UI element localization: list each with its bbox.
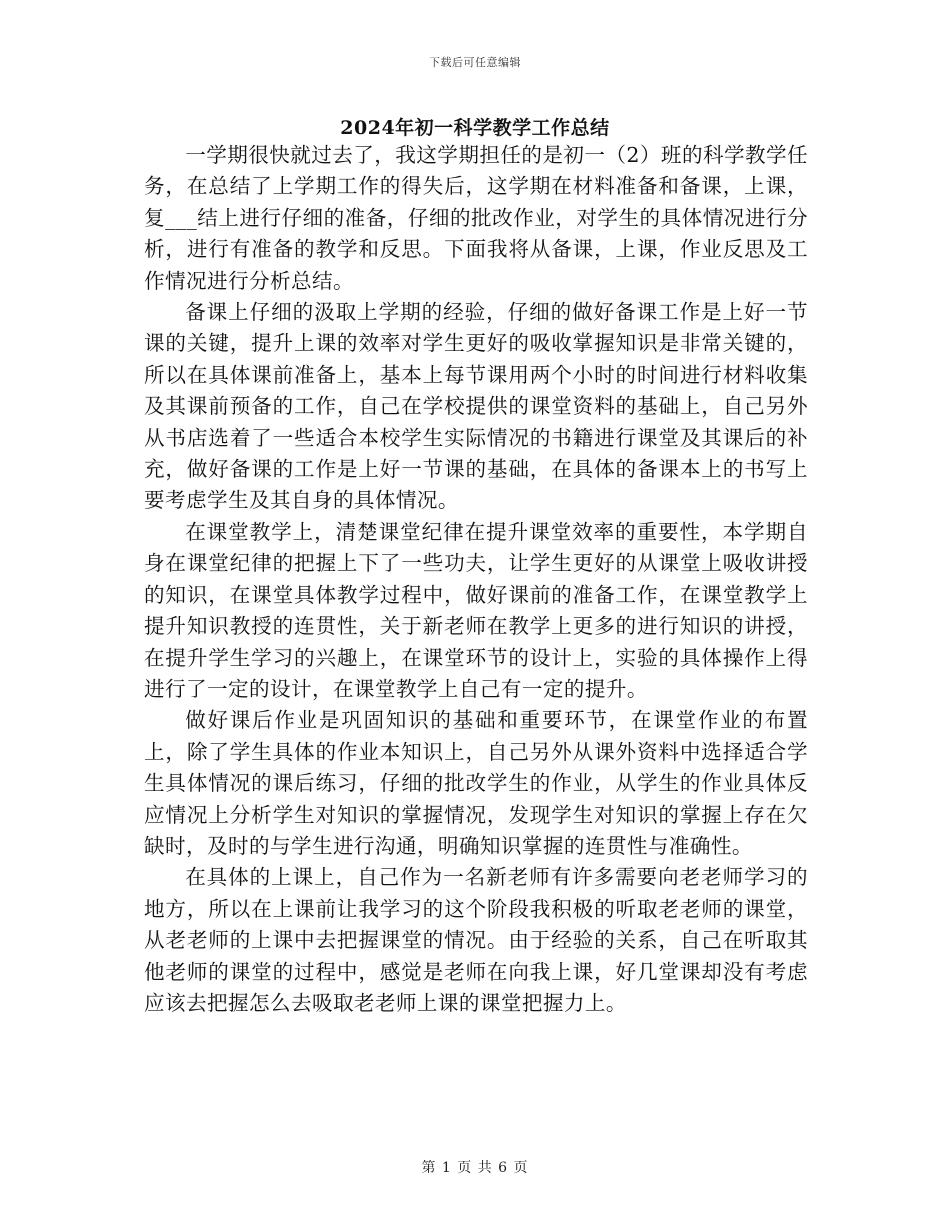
paragraph-2: 备课上仔细的汲取上学期的经验，仔细的做好备课工作是上好一节课的关键，提升上课的效率对学生更好的吸收掌握知识是非常关键的，所以在具体课前准备上，基本上每节课用两个小时的时间进行材料收集及其课前预备的工作，自己在学校提供的课堂资料的基础上，自己另外从书店选着了一些适合本校学生实际情况的书籍进行课堂及其课后的补充，做好备课的工作是上好一节课的基础，在具体的备课本上的书写上要考虑学生及其自身的具体情况。: [144, 300, 808, 513]
document-title: 2024年初一科学教学工作总结: [340, 117, 610, 139]
paragraph-1: 一学期很快就过去了，我这学期担任的是初一（2）班的科学教学任务，在总结了上学期工作的得失后，这学期在材料准备和备课，上课，复___结上进行仔细的准备，仔细的批改作业，对学生的具体情况进行分析，进行有准备的教学和反思。下面我将从备课，上课，作业反思及工作情况进行分析总结。: [144, 143, 808, 293]
paragraph-4: 做好课后作业是巩固知识的基础和重要环节，在课堂作业的布置上，除了学生具体的作业本知识上，自己另外从课外资料中选择适合学生具体情况的课后练习，仔细的批改学生的作业，从学生的作业具体反应情况上分析学生对知识的掌握情况，发现学生对知识的掌握上存在欠缺时，及时的与学生进行沟通，明确知识掌握的连贯性与准确性。: [144, 708, 808, 858]
document-body: [144, 140, 808, 1019]
paragraph-3: 在课堂教学上，清楚课堂纪律在提升课堂效率的重要性，本学期自身在课堂纪律的把握上下了一些功夫，让学生更好的从课堂上吸收讲授的知识，在课堂具体教学过程中，做好课前的准备工作，在课堂教学上提升知识教授的连贯性，关于新老师在教学上更多的进行知识的讲授，在提升学生学习的兴趣上，在课堂环节的设计上，实验的具体操作上得进行了一定的设计，在课堂教学上自己有一定的提升。: [144, 519, 808, 701]
header-note: 下载后可任意编辑: [429, 56, 521, 69]
page-number: 第 1 页 共 6 页: [421, 1160, 529, 1176]
paragraph-5: 在具体的上课上，自己作为一名新老师有许多需要向老老师学习的地方，所以在上课前让我学习的这个阶段我积极的听取老老师的课堂，从老老师的上课中去把握课堂的情况。由于经验的关系，自己在听取其他老师的课堂的过程中，感觉是老师在向我上课，好几堂课却没有考虑应该去把握怎么去吸取老老师上课的课堂把握力上。: [144, 865, 808, 1015]
